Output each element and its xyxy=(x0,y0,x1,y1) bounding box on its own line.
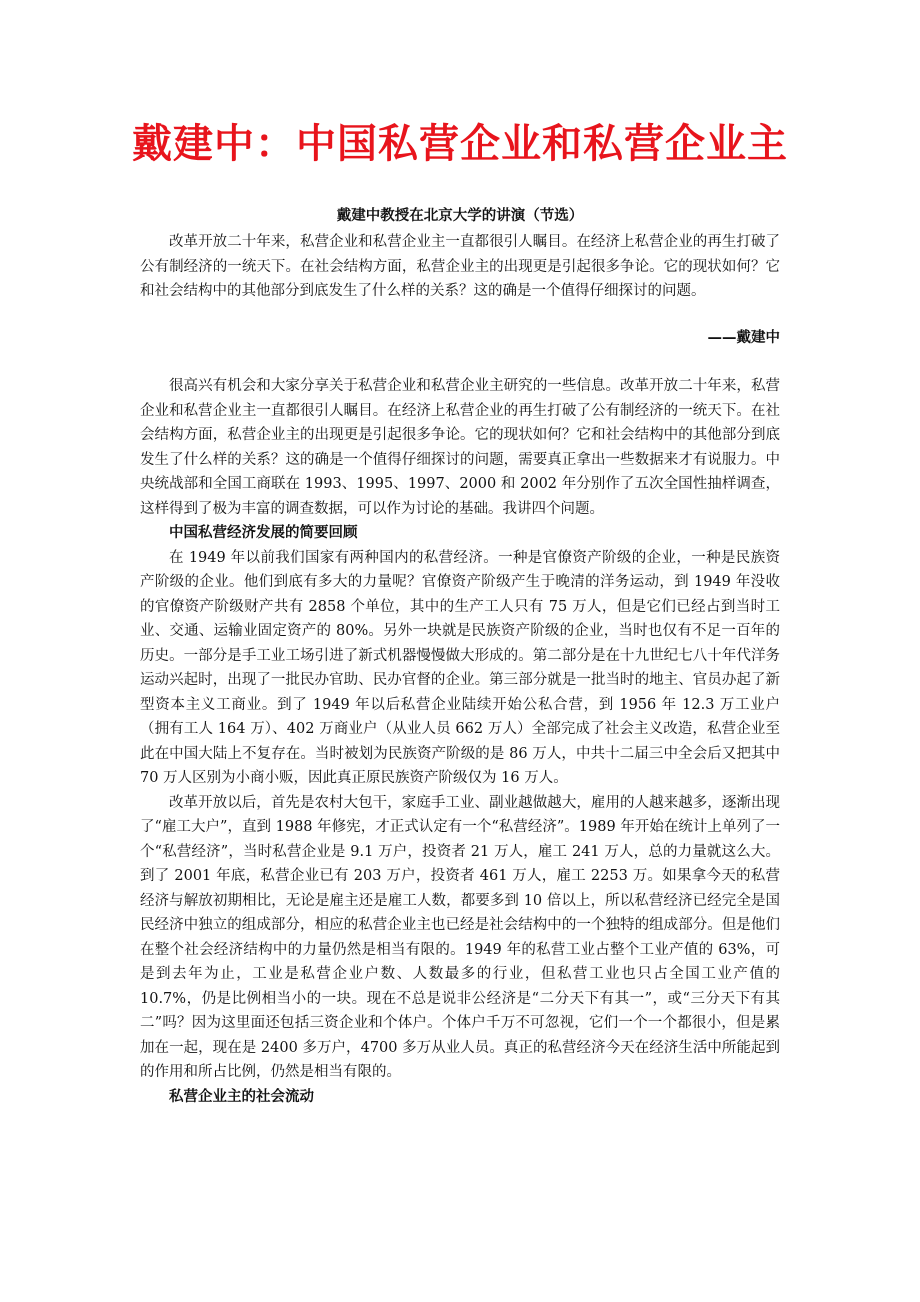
body-paragraph-1: 很高兴有机会和大家分享关于私营企业和私营企业主研究的一些信息。改革开放二十年来，私营企业和私营企业主一直都很引人瞩目。在经济上私营企业的再生打破了公有制经济的一统天下。在社会结构方面，私营企业主的出现更是引起很多争论。它的现状如何？它和社会结构中的其他部分到底发生了什么样的关系？这的确是一个值得仔细探讨的问题，需要真正拿出一些数据来才有说服力。中央统战部和全国工商联在 1993、1995、1997、2000 和 2002 年分别作了五次全国性抽样调查，这样得到了极为丰富的调查数据，可以作为讨论的基础。我讲四个问题。 xyxy=(140,378,780,517)
intro-paragraph: 改革开放二十年来，私营企业和私营企业主一直都很引人瞩目。在经济上私营企业的再生打破了公有制经济的一统天下。在社会结构方面，私营企业主的出现更是引起很多争论。它的现状如何？它和社会结构中的其他部分到底发生了什么样的关系？这的确是一个值得仔细探讨的问题。 xyxy=(140,234,780,299)
document-title: 戴建中：中国私营企业和私营企业主 xyxy=(132,121,788,167)
author-signature: ——戴建中 xyxy=(707,330,780,346)
section-heading-1: 中国私营经济发展的简要回顾 xyxy=(169,525,358,541)
section-heading-2: 私营企业主的社会流动 xyxy=(169,1088,314,1105)
body-paragraph-2: 在 1949 年以前我们国家有两种国内的私营经济。一种是官僚资产阶级的企业，一种是民族资产阶级的企业。他们到底有多大的力量呢？官僚资产阶级产生于晚清的洋务运动，到 1949 年没收的官僚资产阶级财产共有 2858 个单位，其中的生产工人只有 75 万人，但是它们已经占到当时工业、交通、运输业固定资产的 80%。另外一块就是民族资产阶级的企业，当时也仅有不足一百年的历史。一部分是手工业工场引进了新式机器慢慢做大形成的。第二部分是在十九世纪七八十年代洋务运动兴起时，出现了一批民办官助、民办官督的企业。第三部分就是一批当时的地主、官员办起了新型资本主义工商业。到了 1949 年以后私营企业陆续开始公私合营，到 1956 年 12.3 万工业户（拥有工人 164 万）、402 万商业户（从业人员 662 万人）全部完成了社会主义改造，私营企业至此在中国大陆上不复存在。当时被划为民族资产阶级的是 86 万人，中共十二届三中全会后又把其中 70 万人区别为小商小贩，因此真正原民族资产阶级仅为 16 万人。 xyxy=(140,549,780,786)
body-paragraph-3: 改革开放以后，首先是农村大包干，家庭手工业、副业越做越大，雇用的人越来越多，逐渐出现了“雇工大户”，直到 1988 年修宪，才正式认定有一个“私营经济”。1989 年开始在统计上单列了一个“私营经济”，当时私营企业是 9.1 万户，投资者 21 万人，雇工 241 万人，总的力量就这么大。到了 2001 年底，私营企业已有 203 万户，投资者 461 万人，雇工 2253 万。如果拿今天的私营经济与解放初期相比，无论是雇主还是雇工人数，都要多到 10 倍以上，所以私营经济已经完全是国民经济中独立的组成部分，相应的私营企业主也已经是社会结构中的一个独特的组成部分。但是他们在整个社会经济结构中的力量仍然是相当有限的。1949 年的私营工业占整个工业产值的 63%，可是到去年为止，工业是私营企业户数、人数最多的行业，但私营工业也只占全国工业产值的 10.7%，仍是比例相当小的一块。现在不总是说非公经济是“二分天下有其一”，或“三分天下有其二”吗？因为这里面还包括三资企业和个体户。个体户千万不可忽视，它们一个一个都很小，但是累加在一起，现在是 2400 多万户，4700 多万从业人员。真正的私营经济今天在经济生活中所能起到的作用和所占比例，仍然是相当有限的。 xyxy=(140,794,780,1080)
main-body xyxy=(140,374,780,1109)
intro-section xyxy=(140,230,780,304)
document-subtitle: 戴建中教授在北京大学的讲演（节选） xyxy=(336,208,584,224)
